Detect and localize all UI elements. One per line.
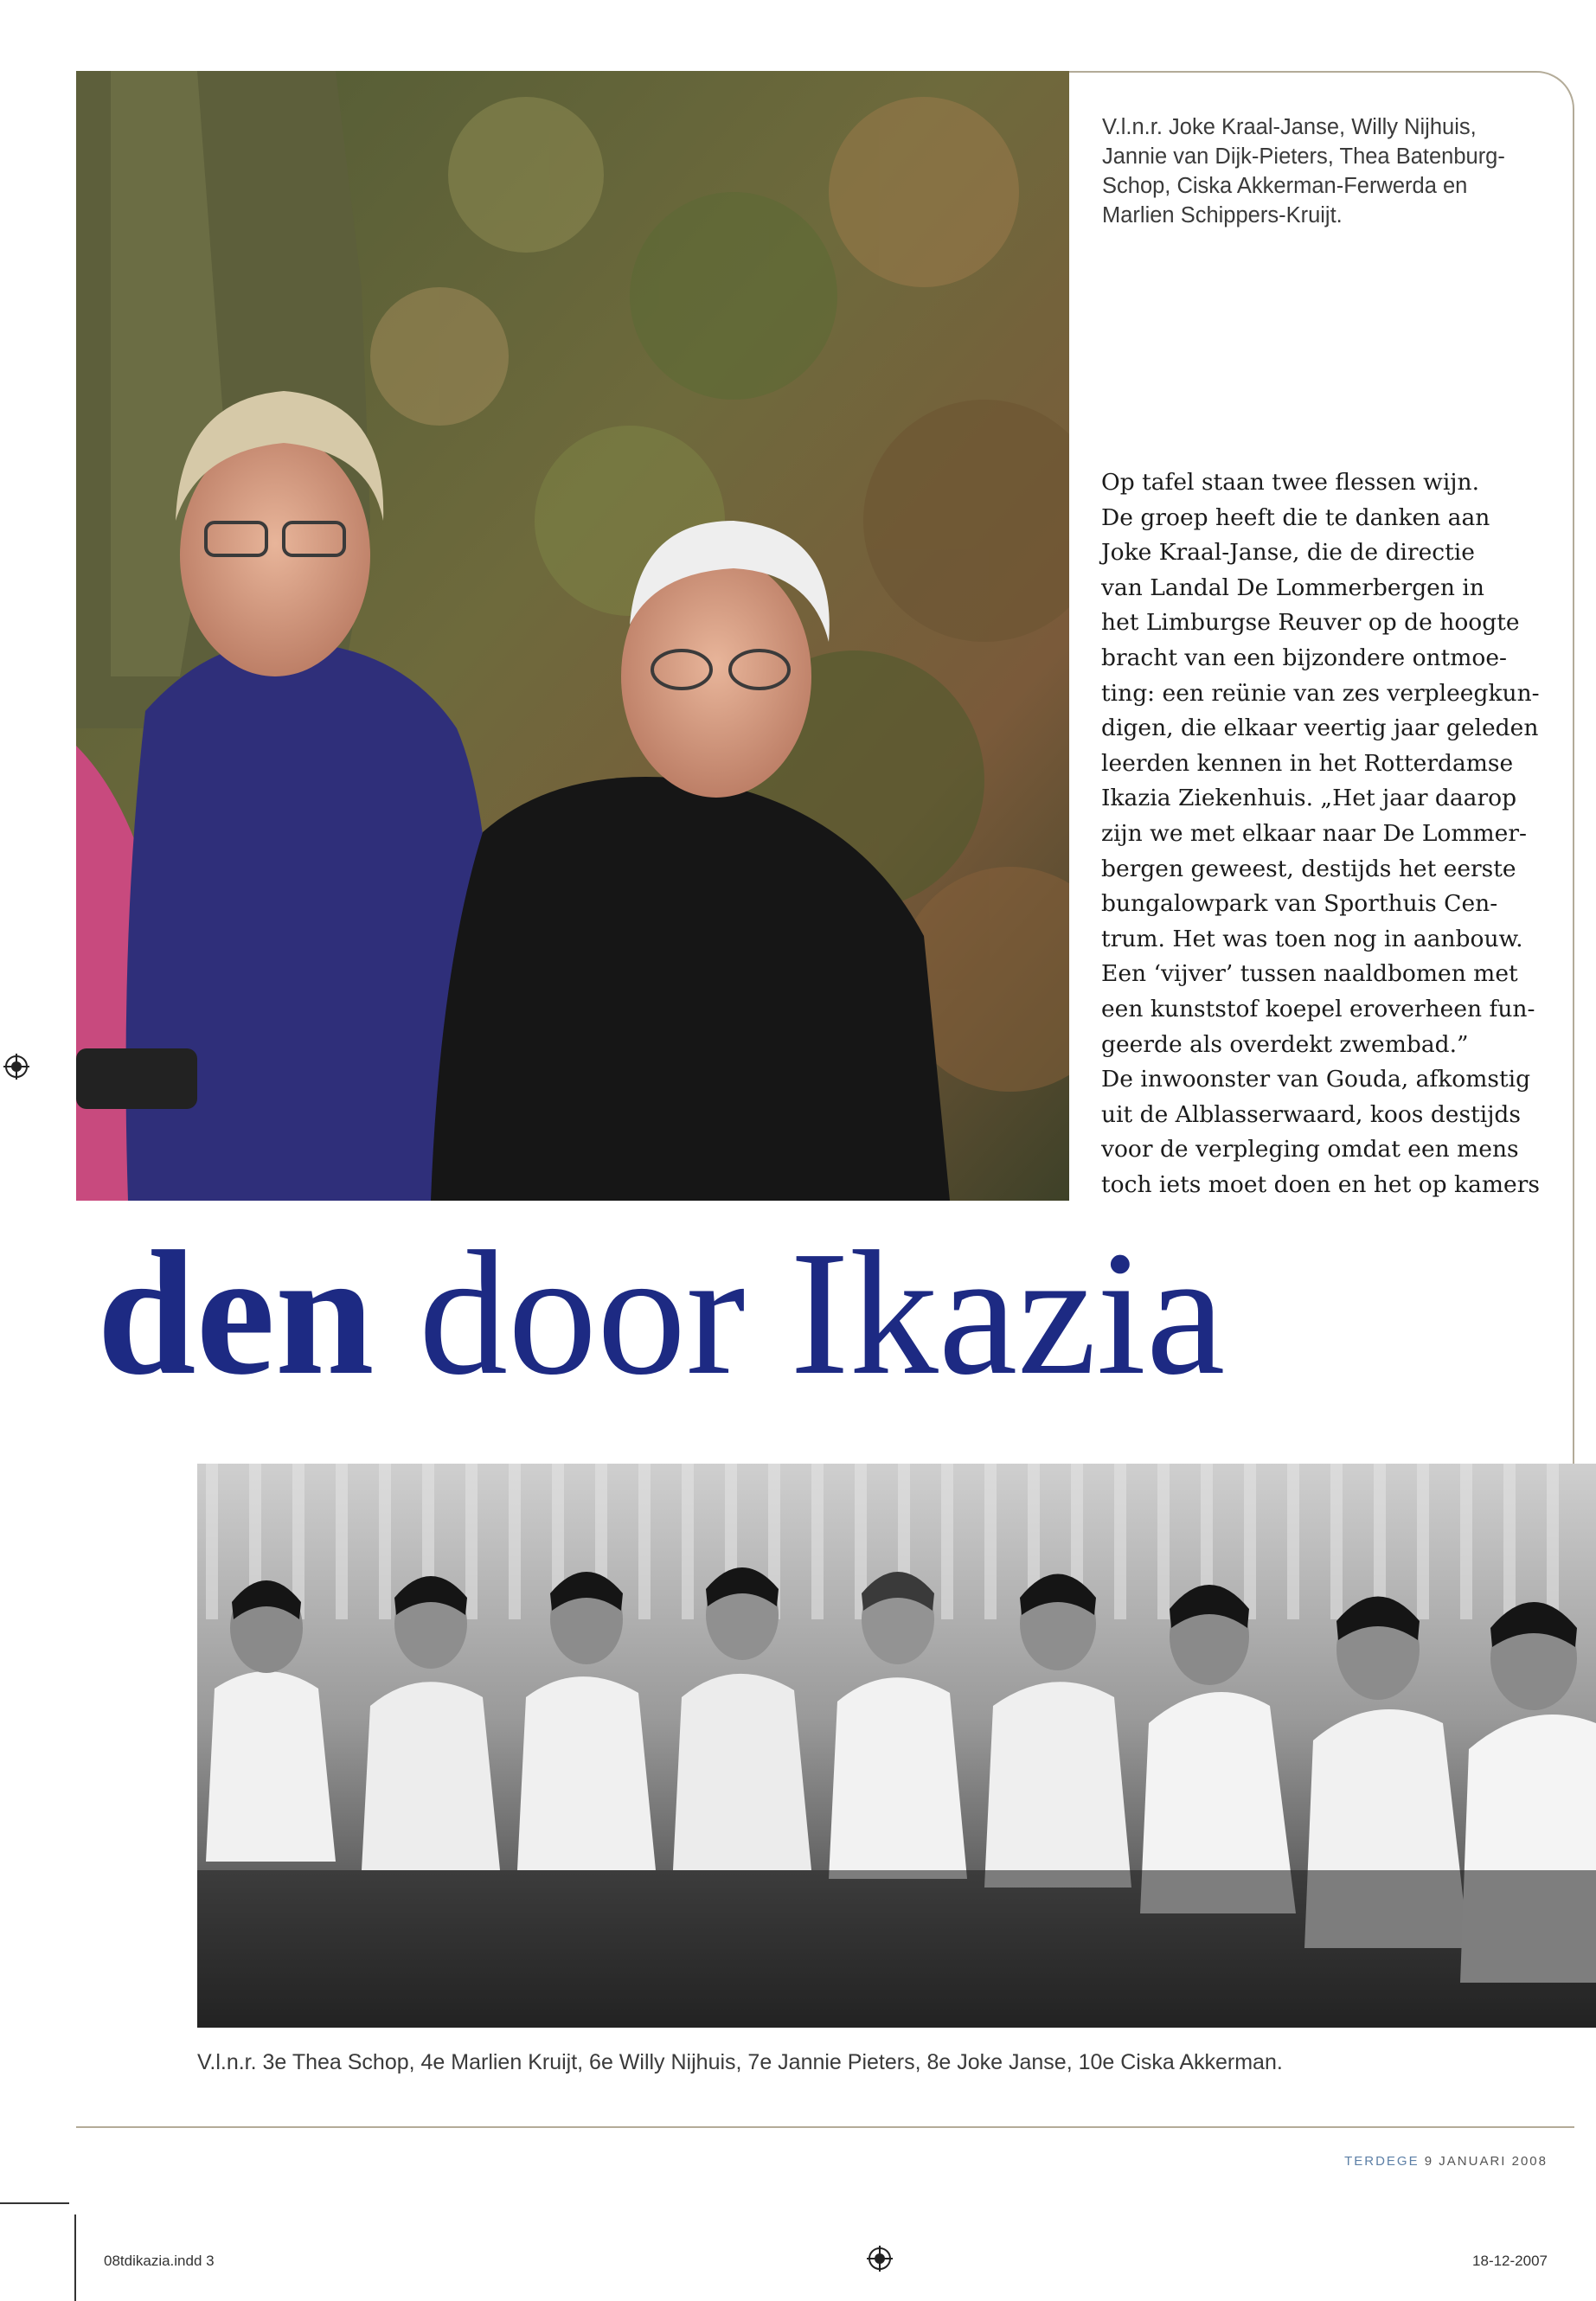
body-line: bergen geweest, destijds het eerste: [1101, 855, 1516, 882]
body-line: geerde als overdekt zwembad.”: [1101, 1030, 1469, 1058]
body-line: het Limburgse Reuver op de hoogte: [1101, 609, 1520, 637]
caption-top: V.l.n.r. Joke Kraal-Janse, Willy Nijhuis, Jannie van Dijk-Pieters, Thea Batenburg-Schop, Ciska Akkerman-Ferwerda en Marlien Schippers-Kruijt.: [1102, 115, 1505, 228]
body-line: bungalowpark van Sporthuis Cen-: [1101, 890, 1498, 918]
body-line: De inwoonster van Gouda, afkomstig: [1101, 1066, 1531, 1093]
body-line: trum. Het was toen nog in aanbouw.: [1101, 925, 1523, 952]
body-line: ting: een reünie van zes verpleegkun-: [1101, 679, 1540, 707]
body-line: toch iets moet doen en het op kamers: [1101, 1170, 1540, 1198]
crop-mark-vertical: [74, 2214, 76, 2301]
headline-bold-part: den: [97, 1214, 375, 1412]
body-line: Joke Kraal-Janse, die de directie: [1101, 539, 1475, 567]
issue-date: 9 JANUARI 2008: [1424, 2154, 1548, 2169]
page-frame-right: [1573, 121, 1574, 1471]
article-body: [1101, 465, 1540, 1202]
body-line: leerden kennen in het Rotterdamse: [1101, 749, 1514, 777]
body-line: uit de Alblasserwaard, koos destijds: [1101, 1100, 1521, 1128]
body-line: bracht van een bijzondere ontmoe-: [1101, 644, 1507, 671]
body-line: Op tafel staan twee flessen wijn.: [1101, 469, 1480, 496]
registration-mark-icon: [3, 1054, 29, 1080]
page-frame-bottom: [76, 2126, 1574, 2128]
slug-filename: 08tdikazia.indd 3: [104, 2253, 215, 2269]
body-line: voor de verpleging omdat een mens: [1101, 1136, 1519, 1163]
headline-regular-part: door Ikazia: [374, 1214, 1226, 1412]
magazine-name: TERDEGE: [1344, 2154, 1420, 2169]
photo-nurses-in-uniform-seated: [197, 1464, 1596, 2028]
body-line: Ikazia Ziekenhuis. „Het jaar daarop: [1101, 785, 1517, 812]
slug-date: 18-12-2007: [1472, 2253, 1548, 2269]
registration-mark-icon: [867, 2246, 893, 2272]
body-line: zijn we met elkaar naar De Lommer-: [1101, 819, 1527, 847]
crop-mark-horizontal: [0, 2202, 69, 2204]
body-line: een kunststof koepel eroverheen fun-: [1101, 995, 1535, 1022]
body-line: De groep heeft die te danken aan: [1101, 503, 1490, 531]
headline: [97, 1214, 1226, 1412]
body-line: digen, die elkaar veertig jaar geleden: [1101, 715, 1539, 742]
page-footer: [1344, 2154, 1548, 2169]
caption-bottom: V.l.n.r. 3e Thea Schop, 4e Marlien Kruijt, 6e Willy Nijhuis, 7e Jannie Pieters, 8e Joke Janse, 10e Ciska Akkerman.: [197, 2050, 1283, 2074]
body-line: Een ‘vijver’ tussen naaldbomen met: [1101, 960, 1518, 988]
body-line: van Landal De Lommerbergen in: [1101, 574, 1484, 601]
photo-two-women-in-forest: [76, 71, 1069, 1201]
